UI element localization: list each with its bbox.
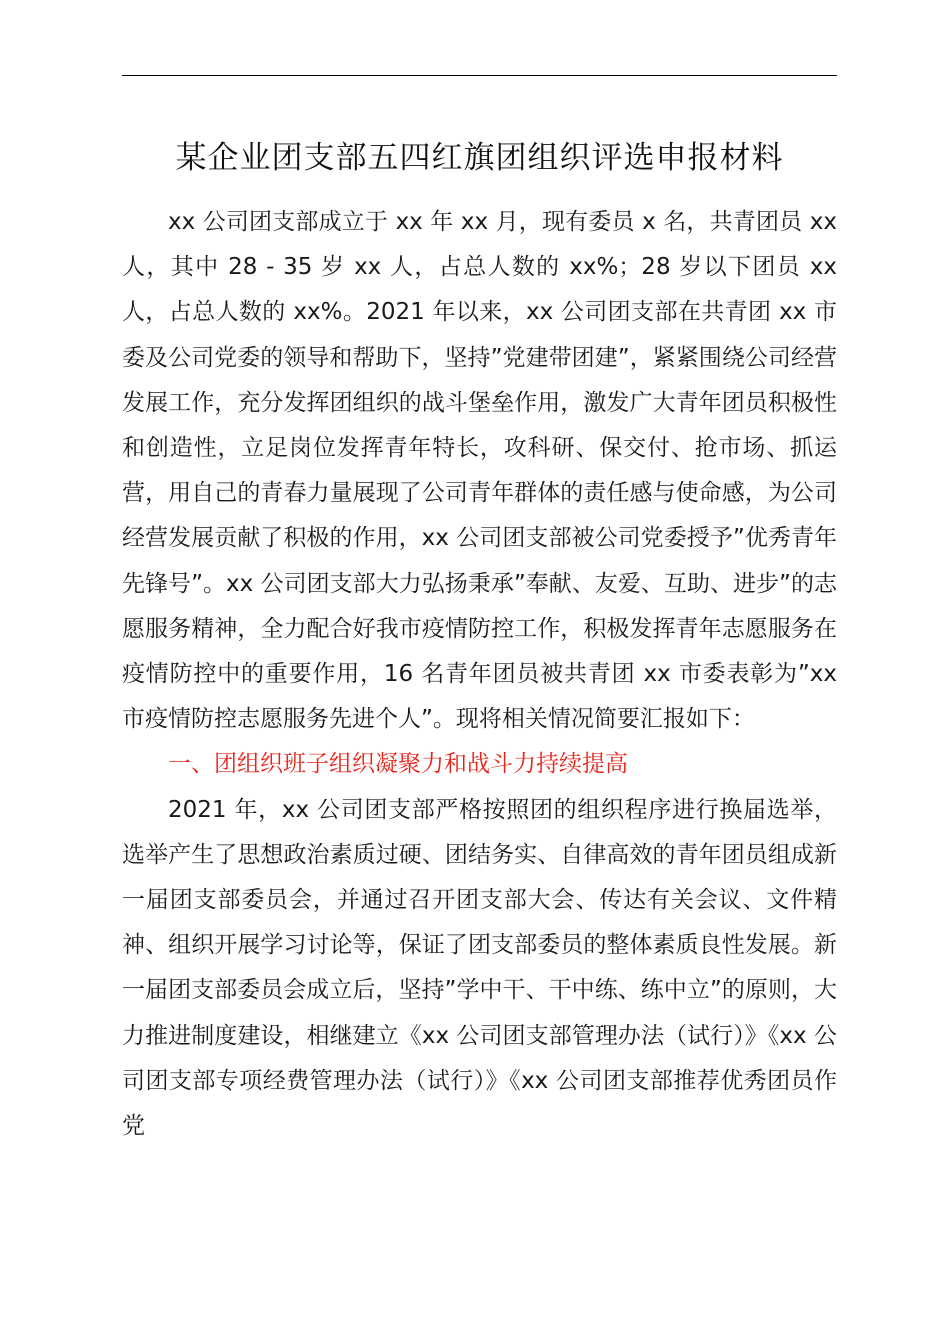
document-body	[122, 200, 837, 1149]
intro-paragraph: xx 公司团支部成立于 xx 年 xx 月，现有委员 x 名，共青团员 xx 人，其中 28 - 35 岁 xx 人，占总人数的 xx%；28 岁以下团员 xx 人，占总人数的 xx%。2021 年以来，xx 公司团支部在共青团 xx 市委及公司党委的领导和帮助下，坚持”党建带团建”，紧紧围绕公司经营发展工作，充分发挥团组织的战斗堡垒作用，激发广大青年团员积极性和创造性，立足岗位发挥青年特长，攻科研、保交付、抢市场、抓运营，用自己的青春力量展现了公司青年群体的责任感与使命感，为公司经营发展贡献了积极的作用，xx 公司团支部被公司党委授予”优秀青年先锋号”。xx 公司团支部大力弘扬秉承”奉献、友爱、互助、进步”的志愿服务精神，全力配合好我市疫情防控工作，积极发挥青年志愿服务在疫情防控中的重要作用，16 名青年团员被共青团 xx 市委表彰为”xx 市疫情防控志愿服务先进个人”。现将相关情况简要汇报如下：	[122, 209, 837, 733]
document-title: 某企业团支部五四红旗团组织评选申报材料	[175, 140, 784, 176]
header-rule	[122, 75, 837, 76]
section-heading-1: 一、团组织班子组织凝聚力和战斗力持续提高	[168, 751, 628, 778]
section-1-paragraph: 2021 年，xx 公司团支部严格按照团的组织程序进行换届选举，选举产生了思想政治素质过硬、团结务实、自律高效的青年团员组成新一届团支部委员会，并通过召开团支部大会、传达有关会议、文件精神、组织开展学习讨论等，保证了团支部委员的整体素质良性发展。新一届团支部委员会成立后，坚持”学中干、干中练、练中立”的原则，大力推进制度建设，相继建立《xx 公司团支部管理办法（试行）》《xx 公司团支部专项经费管理办法（试行）》《xx 公司团支部推荐优秀团员作党	[122, 796, 837, 1140]
